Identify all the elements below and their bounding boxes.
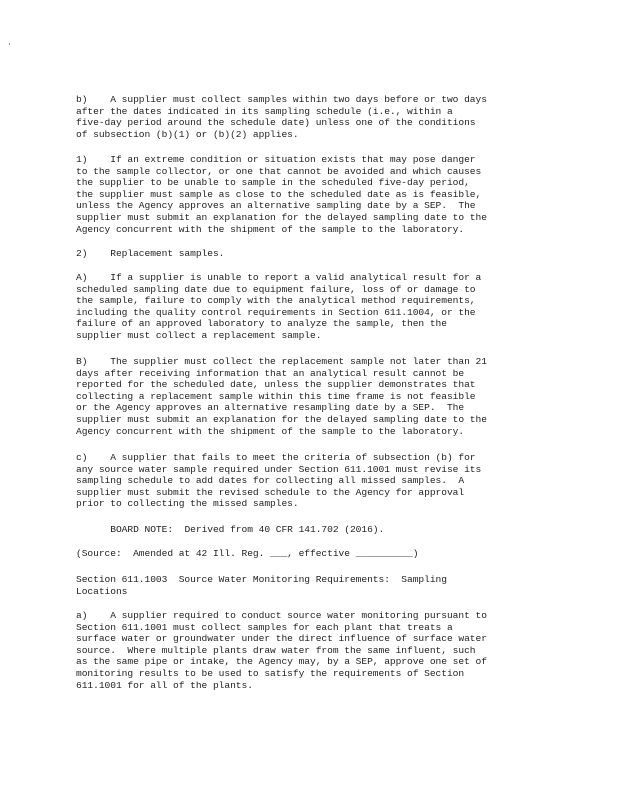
paragraph-b-sampling-window: b) A supplier must collect samples within two days before or two days after the dates indicated in its sampling schedule (i.e., within a five-day period around the schedule date) unless one of the conditions of subsection (b)(1) or (b)(2) applies.	[76, 94, 487, 140]
paragraph-A-unable-to-report: A) If a supplier is unable to report a valid analytical result for a scheduled sampling date due to equipment failure, loss of or damage to the sample, failure to comply with the analytical method requirements, including the quality control requirements in Section 611.1004, or the failure of an approved laboratory to analyze the sample, then the supplier must collect a replacement sample.	[76, 272, 482, 341]
stray-mark: ·	[8, 40, 11, 50]
paragraph-B-replacement-deadline: B) The supplier must collect the replacement sample not later than 21 days after receiving information that an analytical result cannot be reported for the scheduled date, unless the supplier demonstrates that collecting a replacement sample within this time frame is not feasible or the Agency approves an alternative resampling date by a SEP. The supplier must submit an explanation for the delayed sampling date to the Agency concurrent with the shipment of the sample to the laboratory.	[76, 356, 487, 437]
paragraph-1-extreme-condition: 1) If an extreme condition or situation exists that may pose danger to the sample collector, or one that cannot be avoided and which causes the supplier to be unable to sample in the scheduled five-day period, the supplier must sample as close to the scheduled date as is feasible, unless the Agency approves an alternative sampling date by a SEP. The supplier must submit an explanation for the delayed sampling date to the Agency concurrent with the shipment of the sample to the laboratory.	[76, 154, 487, 235]
paragraph-2-replacement-samples: 2) Replacement samples.	[76, 248, 225, 259]
paragraph-a-sampling-locations: a) A supplier required to conduct source water monitoring pursuant to Section 611.1001 must collect samples for each plant that treats a surface water or groundwater under the direct influence of surface water source. Where multiple plants draw water from the same influent, such as the same pipe or intake, the Agency may, by a SEP, approve one set of monitoring results to be used to satisfy the requirements of Section 611.1001 for all of the plants.	[76, 610, 487, 691]
section-heading: Section 611.1003 Source Water Monitoring Requirements: Sampling Locations	[76, 574, 447, 597]
paragraph-c-missed-samples: c) A supplier that fails to meet the criteria of subsection (b) for any source water sample required under Section 611.1001 must revise its sampling schedule to add dates for collecting all missed samples. A supplier must submit the revised schedule to the Agency for approval prior to collecting the missed samples.	[76, 452, 482, 510]
board-note: BOARD NOTE: Derived from 40 CFR 141.702 (2016).	[76, 524, 385, 535]
source-note: (Source: Amended at 42 Ill. Reg. ___, effective __________)	[76, 548, 419, 559]
